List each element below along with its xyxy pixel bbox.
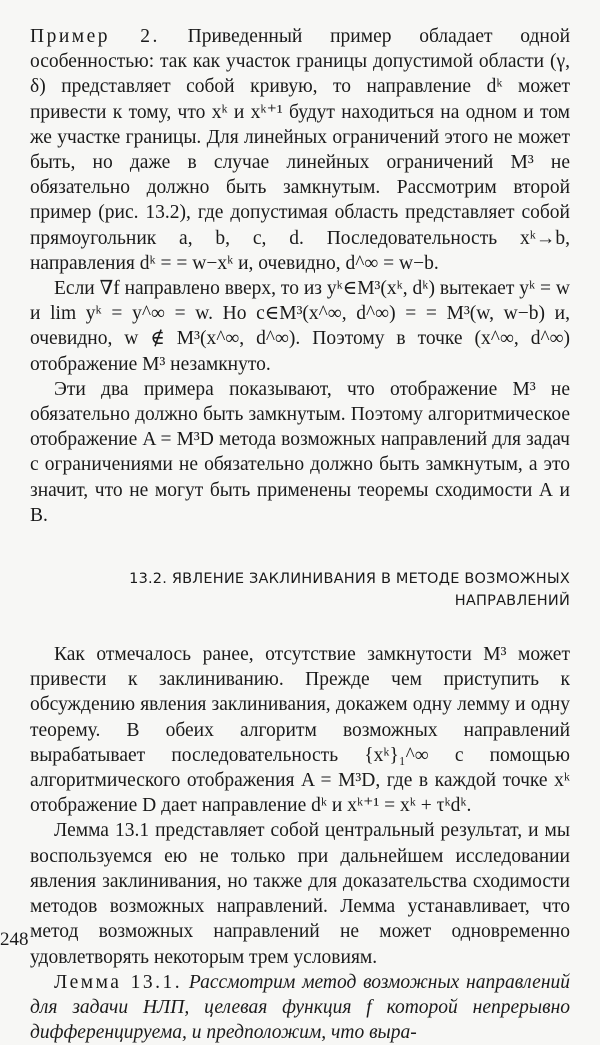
lemma-statement: Рассмотрим метод возможных направлений для задачи НЛП, целевая функция f которой непрерывно дифференцируема, и предположим, что выра- — [30, 971, 570, 1044]
paragraph-jamming-intro: Как отмечалось ранее, отсутствие замкнутости M³ может привести к заклиниванию. Прежде чем приступить к обсуждению явления заклинивания, докажем одну лемму и одну теорему. В обеих алгоритм возможных направлений вырабатывает последовательность {xᵏ}₁^∞ с помощью алгоритмического отображения A = M³D, где в каждой точке xᵏ отображение D дает направление dᵏ и xᵏ⁺¹ = xᵏ + τᵏdᵏ. — [30, 644, 570, 817]
paragraph-example-2 — [30, 24, 570, 276]
section-heading-line-1: 13.2. ЯВЛЕНИЕ ЗАКЛИНИВАНИЯ В МЕТОДЕ ВОЗМОЖНЫХ — [129, 571, 570, 588]
lemma-lead: Лемма 13.1. — [54, 971, 183, 993]
page-number: 248 — [0, 929, 29, 950]
section-heading-line-2: НАПРАВЛЕНИЙ — [454, 593, 570, 610]
example-2-lead: Пример 2. — [30, 26, 160, 47]
example-2-text: Приведенный пример обладает одной особенностью: так как участок границы допустимой области (γ, δ) представляет собой кривую, то направление dᵏ может привести к тому, что xᵏ и xᵏ⁺¹ будут находиться на одном и том же участке границы. Для линейных ограничений этого не может быть, но даже в случае линейных ограничений M³ не обязательно должно быть замкнутым. Рассмотрим второй пример (рис. 13.2), где допустимая область представляет собой прямоугольник a, b, c, d. Последовательность xᵏ→b, направления dᵏ = = w−xᵏ и, очевидно, d^∞ = w−b. — [30, 26, 571, 274]
section-heading — [30, 568, 570, 612]
paragraph-lemma-13-1 — [30, 970, 570, 1045]
paragraph-lemma-description: Лемма 13.1 представляет собой центральный результат, и мы воспользуемся ею не только при дальнейшем исследовании явления заклинивания, но также для доказательства сходимости методов возможных направлений. Лемма устанавливает, что метод возможных направлений не может одновременно удовлетворять некоторым трем условиям. — [30, 820, 570, 968]
paragraph-gradient: Если ∇f направлено вверх, то из yᵏ∈M³(xᵏ, dᵏ) вытекает yᵏ = w и lim yᵏ = y^∞ = w. Но c∈M³(x^∞, d^∞) = = M³(w, w−b) и, очевидно, w ∉ M³(x^∞, d^∞). Поэтому в точке (x^∞, d^∞) отображение M³ незамкнуто. — [30, 278, 570, 375]
paragraph-two-examples: Эти два примера показывают, что отображение M³ не обязательно должно быть замкнутым. Поэтому алгоритмическое отображение A = M³D метода возможных направлений для задач с ограничениями не обязательно должно быть замкнутым, а это значит, что не могут быть применены теоремы сходимости А и В. — [30, 378, 570, 526]
body-text — [30, 24, 570, 1045]
